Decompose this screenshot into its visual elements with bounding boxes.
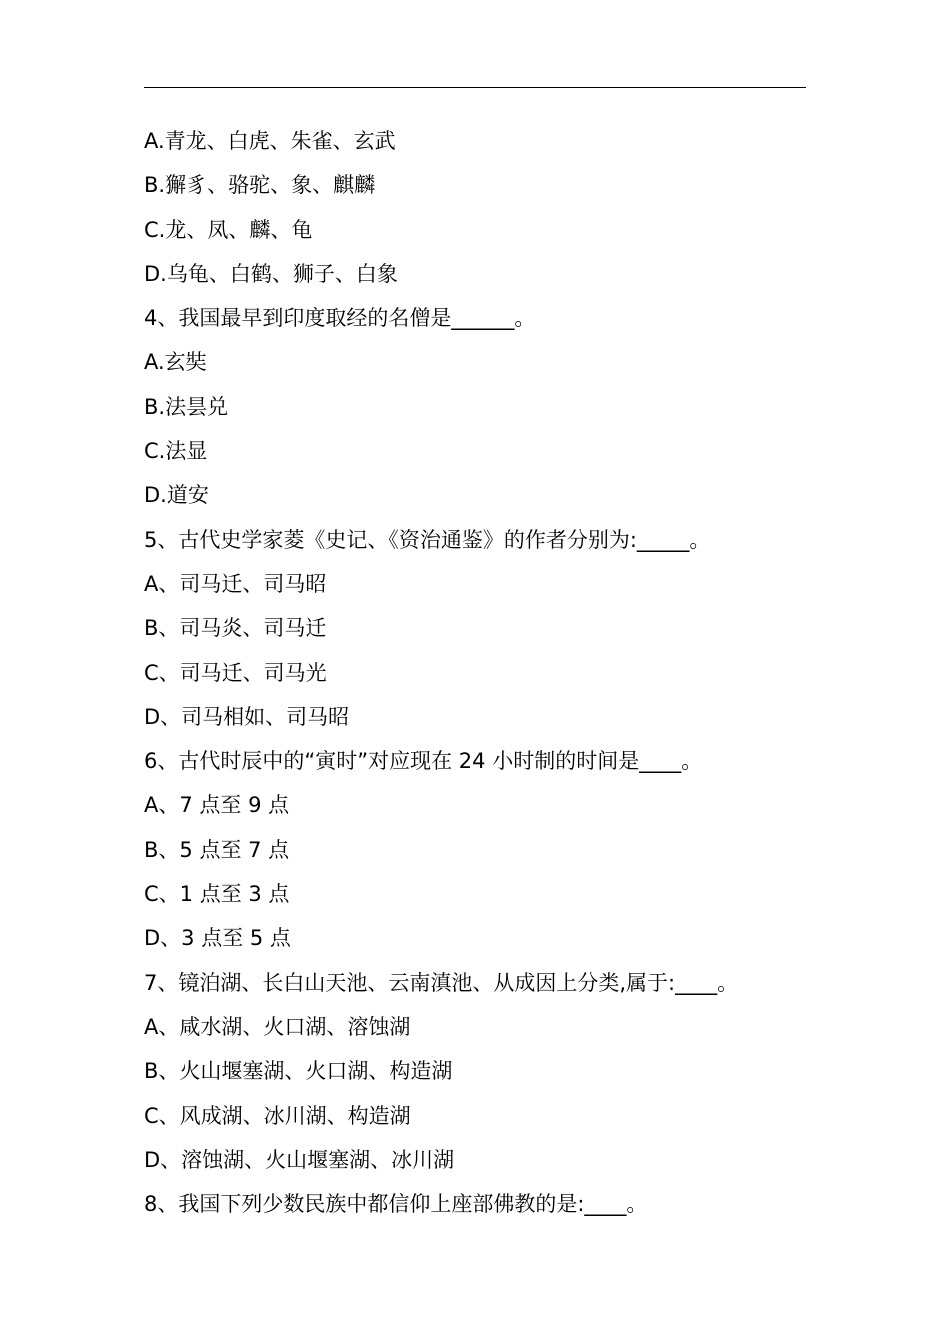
option-line: D、溶蚀湖、火山堰塞湖、冰川湖	[144, 1147, 455, 1172]
option-line: B.法昙兑	[144, 394, 229, 419]
question-7: 7、镜泊湖、长白山天池、云南滇池、从成因上分类,属于:____。	[144, 970, 739, 995]
option-line: C.龙、凤、麟、龟	[144, 217, 313, 242]
option-line: B.獬豸、骆驼、象、麒麟	[144, 173, 376, 198]
question-5: 5、古代史学家菱《史记、《资治通鉴》的作者分别为:_____。	[144, 527, 711, 552]
option-line: D.乌龟、白鹤、狮子、白象	[144, 261, 398, 286]
question-8: 8、我国下列少数民族中都信仰上座部佛教的是:____。	[144, 1192, 648, 1217]
option-line: C、1 点至 3 点	[144, 882, 290, 907]
option-line: A.玄奘	[144, 350, 207, 375]
option-line: D、司马相如、司马昭	[144, 704, 350, 729]
option-line: B、5 点至 7 点	[144, 837, 290, 862]
option-line: D、3 点至 5 点	[144, 926, 291, 951]
option-line: C.法显	[144, 439, 208, 464]
question-4: 4、我国最早到印度取经的名僧是______。	[144, 306, 536, 331]
option-line: A、7 点至 9 点	[144, 793, 290, 818]
option-line: A、司马迁、司马昭	[144, 571, 327, 596]
option-line: C、风成湖、冰川湖、构造湖	[144, 1103, 411, 1128]
option-line: A.青龙、白虎、朱雀、玄武	[144, 129, 396, 153]
question-list	[144, 119, 806, 1226]
option-line: D.道安	[144, 483, 209, 508]
option-line: C、司马迁、司马光	[144, 660, 327, 685]
question-6: 6、古代时辰中的“寅时”对应现在 24 小时制的时间是____。	[144, 749, 703, 774]
header-rule	[144, 87, 806, 88]
option-line: B、司马炎、司马迁	[144, 616, 327, 641]
option-line: B、火山堰塞湖、火口湖、构造湖	[144, 1059, 453, 1084]
option-line: A、咸水湖、火口湖、溶蚀湖	[144, 1014, 411, 1039]
